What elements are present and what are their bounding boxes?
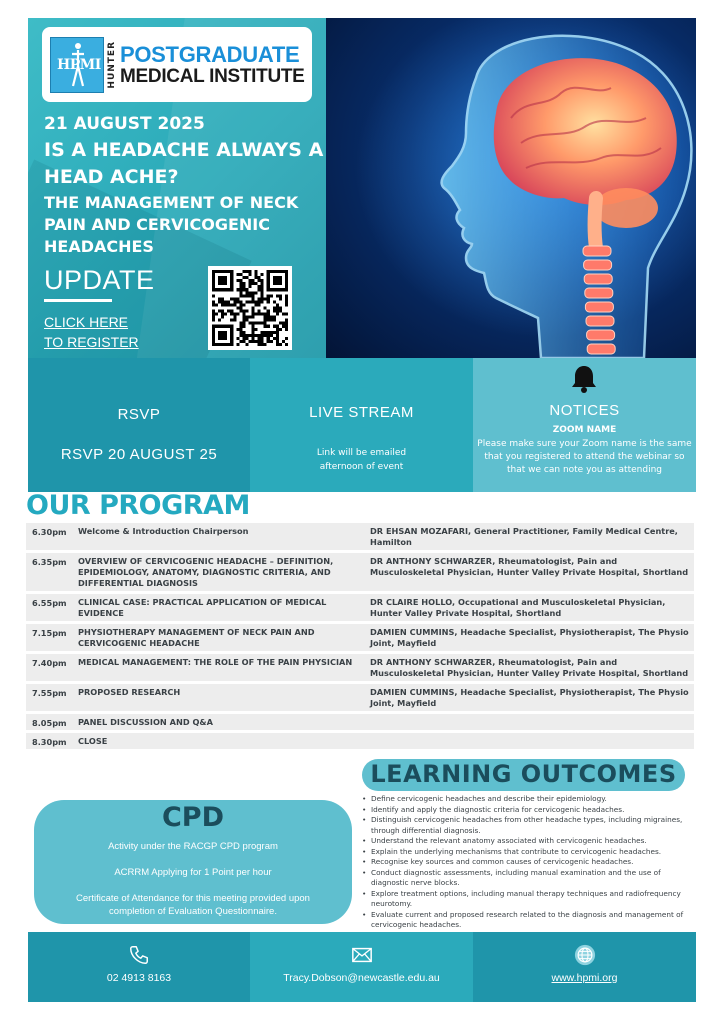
learning-outcome-item: • Conduct diagnostic assessments, including manual examination and the use of diagnostic nerve blocks. [360, 868, 695, 889]
globe-icon [574, 944, 596, 966]
register-link-line2[interactable]: TO REGISTER [44, 334, 139, 350]
program-time: 6.30pm [32, 527, 67, 537]
learning-outcome-item: • Explain the underlying mechanisms that contribute to cervicogenic headaches. [360, 847, 695, 858]
notices-panel [473, 358, 696, 492]
vertebra [583, 246, 611, 256]
footer-email [250, 932, 473, 1002]
livestream-text: Link will be emailed afternoon of event [316, 448, 407, 472]
learning-outcome-item: • Identify and apply the diagnostic criteria for cervicogenic headaches. [360, 805, 695, 816]
notices-heading: NOTICES [549, 402, 620, 419]
program-topic: CLINICAL CASE: PRACTICAL APPLICATION OF MEDICAL EVIDENCE [78, 597, 327, 618]
program-time: 6.35pm [32, 557, 67, 567]
rsvp-panel [28, 358, 250, 492]
vertebra [584, 274, 612, 284]
footer-website [473, 932, 696, 1002]
program-speaker: DR ANTHONY SCHWARZER, Rheumatologist, Pain and Musculoskeletal Physician, Hunter Valley Private Hospital, Shortland [370, 657, 689, 678]
event-title: IS A HEADACHE ALWAYS A HEAD ACHE? [44, 139, 324, 188]
event-date: 21 AUGUST 2025 [44, 114, 205, 134]
program-time: 7.55pm [32, 688, 67, 698]
learning-outcome-item: • Explore treatment options, including manual therapy techniques and radiofrequency neurotomy. [360, 889, 695, 910]
program-row [26, 733, 694, 749]
vertebra [585, 302, 613, 312]
logo-mark-text: HPMI [57, 56, 101, 73]
mail-icon [351, 944, 373, 966]
program-speaker: DR ANTHONY SCHWARZER, Rheumatologist, Pain and Musculoskeletal Physician, Hunter Valley Private Hospital, Shortland [370, 556, 689, 577]
vertebra [587, 344, 615, 354]
divider [44, 299, 112, 302]
program-time: 7.40pm [32, 658, 67, 668]
phone-icon [128, 944, 150, 966]
program-time: 8.30pm [32, 737, 67, 747]
program-speaker: DAMIEN CUMMINS, Headache Specialist, Physiotherapist, The Physio Joint, Mayfield [370, 627, 689, 648]
program-topic: PHYSIOTHERAPY MANAGEMENT OF NECK PAIN AND CERVICOGENIC HEADACHE [78, 627, 315, 648]
notices-text: Please make sure your Zoom name is the same that you registered to attend the webinar so that we can note you as attending [477, 439, 692, 475]
program-topic: Welcome & Introduction Chairperson [78, 526, 249, 536]
program-time: 7.15pm [32, 628, 67, 638]
program-heading: OUR PROGRAM [26, 490, 250, 521]
program-time: 6.55pm [32, 598, 67, 608]
vertebra [586, 316, 614, 326]
event-subtitle: THE MANAGEMENT OF NECK PAIN AND CERVICOGENIC HEADACHES [44, 193, 299, 256]
livestream-heading: LIVE STREAM [309, 404, 414, 421]
learning-outcome-item: • Define cervicogenic headaches and describe their epidemiology. [360, 794, 695, 805]
program-topic: OVERVIEW OF CERVICOGENIC HEADACHE – DEFINITION, EPIDEMIOLOGY, ANATOMY, DIAGNOSTIC CRITERIA, AND DIFFERENTIAL DIAGNOSIS [78, 556, 334, 588]
program-topic: MEDICAL MANAGEMENT: THE ROLE OF THE PAIN PHYSICIAN [78, 657, 353, 667]
program-speaker: DR CLAIRE HOLLO, Occupational and Musculoskeletal Physician, Hunter Valley Private Hospital, Shortland [370, 597, 666, 618]
program-row [26, 594, 694, 621]
program-speaker: DAMIEN CUMMINS, Headache Specialist, Physiotherapist, The Physio Joint, Mayfield [370, 687, 689, 708]
rsvp-date: RSVP 20 AUGUST 25 [60, 446, 218, 463]
program-speaker: DR EHSAN MOZAFARI, General Practitioner, Family Medical Centre, Hamilton [370, 526, 678, 547]
qr-code-icon[interactable] [208, 266, 292, 350]
program-row [26, 684, 694, 711]
phone-number[interactable]: 02 4913 8163 [106, 972, 172, 984]
learning-outcome-item: • Distinguish cervicogenic headaches from other headache types, including migraines, through differential diagnosis. [360, 815, 695, 836]
zoom-name-label: ZOOM NAME [552, 425, 617, 435]
program-topic: PROPOSED RESEARCH [78, 687, 181, 697]
program-row [26, 523, 694, 550]
website-link[interactable]: www.hpmi.org [551, 972, 618, 984]
cpd-line: Activity under the RACGP CPD program [108, 841, 278, 852]
register-link[interactable]: CLICK HERE [44, 314, 129, 330]
program-row [26, 553, 694, 591]
livestream-panel [250, 358, 473, 492]
vertebra [587, 330, 615, 340]
vertebra [584, 260, 612, 270]
cpd-panel [34, 800, 352, 924]
hpmi-logo-mark [50, 37, 104, 93]
learning-outcomes-list [360, 794, 695, 931]
vertebra [585, 288, 613, 298]
program-table [26, 523, 694, 752]
learning-outcome-item: • Evaluate current and proposed research related to the diagnosis and management of cervicogenic headaches. [360, 910, 695, 931]
learning-outcome-item: • Understand the relevant anatomy associated with cervicogenic headaches. [360, 836, 695, 847]
cpd-line: ACRRM Applying for 1 Point per hour [114, 867, 272, 878]
bell-icon [570, 364, 598, 394]
program-speaker [366, 714, 694, 730]
program-speaker [366, 733, 694, 749]
program-topic: CLOSE [78, 736, 108, 746]
brain-spine-image [326, 18, 696, 358]
program-row [26, 624, 694, 651]
cpd-line: Certificate of Attendance for this meeting provided upon completion of Evaluation Questionnaire. [76, 893, 310, 917]
footer-phone [28, 932, 250, 1002]
hpmi-logo [42, 27, 312, 102]
update-label: UPDATE [44, 265, 155, 295]
email-address[interactable]: Tracy.Dobson@newcastle.edu.au [283, 972, 440, 984]
rsvp-heading: RSVP [117, 406, 161, 423]
learning-outcome-item: • Recognise key sources and common causes of cervicogenic headaches. [360, 857, 695, 868]
program-topic: PANEL DISCUSSION AND Q&A [78, 717, 213, 727]
program-row [26, 714, 694, 730]
logo-vertical-text: HUNTER [107, 40, 117, 89]
logo-line2: MEDICAL INSTITUTE [120, 65, 305, 87]
logo-line1: POSTGRADUATE [120, 41, 300, 67]
cpd-heading: CPD [161, 802, 224, 833]
program-time: 8.05pm [32, 718, 67, 728]
program-row [26, 654, 694, 681]
learning-outcomes-heading: LEARNING OUTCOMES [370, 760, 677, 788]
